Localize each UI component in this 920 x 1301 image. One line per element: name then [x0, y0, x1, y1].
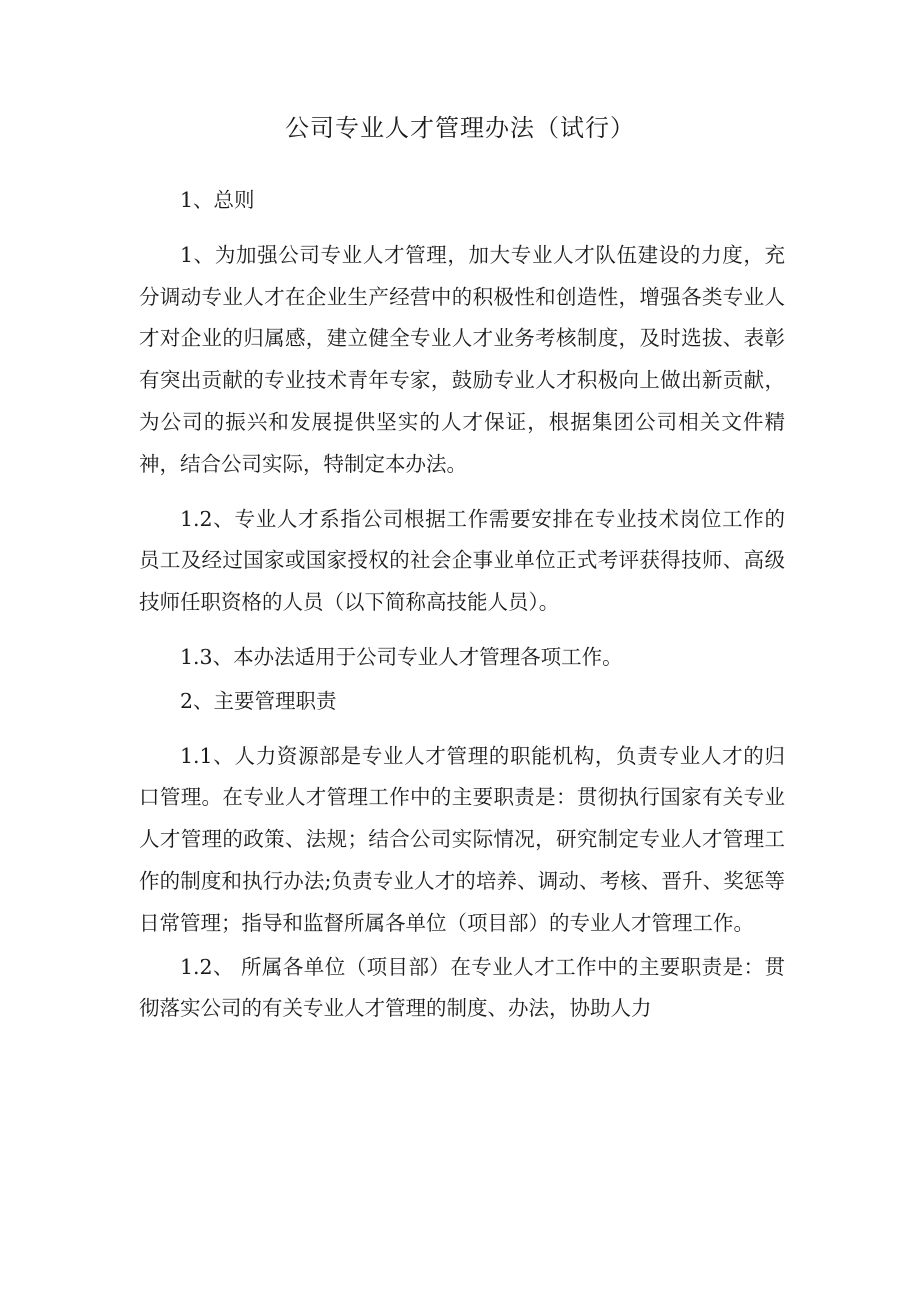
section-heading-duties: 2、主要管理职责 [180, 688, 337, 713]
document-body [139, 180, 785, 1032]
paragraph-1: 1、为加强公司专业人才管理，加大专业人才队伍建设的力度，充分调动专业人才在企业生产经营中的积极性和创造性，增强各类专业人才对企业的归属感，建立健全专业人才业务考核制度，及时选拔、表彰有突出贡献的专业技术青年专家，鼓励专业人才积极向上做出新贡献，为公司的振兴和发展提供坚实的人才保证，根据集团公司相关文件精神，结合公司实际，特制定本办法。 [139, 242, 785, 476]
paragraph-2-1: 1.1、人力资源部是专业人才管理的职能机构，负责专业人才的归口管理。在专业人才管理工作中的主要职责是：贯彻执行国家有关专业人才管理的政策、法规；结合公司实际情况，研究制定专业人才管理工作的制度和执行办法;负责专业人才的培养、调动、考核、晋升、奖惩等日常管理；指导和监督所属各单位（项目部）的专业人才管理工作。 [139, 743, 785, 935]
paragraph-1-2: 1.2、专业人才系指公司根据工作需要安排在专业技术岗位工作的员工及经过国家或国家授权的社会企事业单位正式考评获得技师、高级技师任职资格的人员（以下简称高技能人员）。 [139, 506, 785, 615]
paragraph-2-2: 1.2、 所属各单位（项目部）在专业人才工作中的主要职责是：贯彻落实公司的有关专业人才管理的制度、办法，协助人力 [139, 954, 785, 1021]
document-title: 公司专业人才管理办法（试行） [285, 114, 635, 142]
section-heading-general: 1、总则 [180, 188, 255, 212]
paragraph-1-3: 1.3、本办法适用于公司专业人才管理各项工作。 [180, 644, 623, 669]
